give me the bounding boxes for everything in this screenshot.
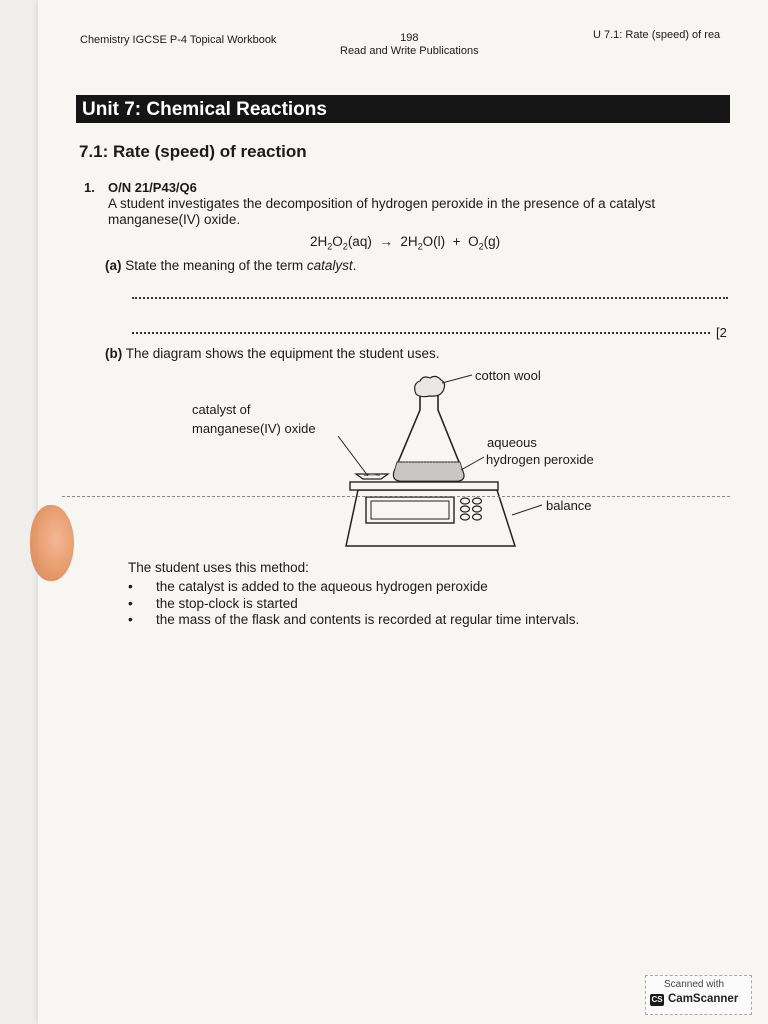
method-bullet: • the mass of the flask and contents is recorded at regular time intervals.: [128, 612, 580, 627]
watermark-text-1: Scanned with: [664, 979, 725, 990]
method-bullet: • the catalyst is added to the aqueous hydrogen peroxide: [128, 579, 488, 594]
watermark-text-2: CamScanner: [668, 993, 739, 1005]
publisher: Read and Write Publications: [340, 45, 479, 57]
cotton-wool: [415, 376, 445, 396]
part-a-label: (a): [105, 258, 122, 273]
label-catalyst-line-1: catalyst of: [192, 402, 251, 417]
method-bullet: • the stop-clock is started: [128, 596, 298, 611]
page-number: 198: [400, 32, 419, 44]
part-a-question: (a) State the meaning of the term catalyst.: [105, 258, 357, 273]
part-b-question: (b) The diagram shows the equipment the student uses.: [105, 346, 440, 361]
label-hydrogen-peroxide: hydrogen peroxide: [486, 452, 594, 467]
part-b-label: (b): [105, 346, 123, 361]
question-code: O/N 21/P43/Q6: [108, 180, 197, 195]
label-aqueous: aqueous: [487, 435, 537, 450]
section-title: 7.1: Rate (speed) of reaction: [79, 142, 307, 161]
camscanner-logo-icon: CS: [651, 995, 663, 1004]
method-intro: The student uses this method:: [128, 560, 309, 575]
label-balance: balance: [546, 498, 592, 513]
question-number: 1.: [84, 180, 95, 195]
header-topic: U 7.1: Rate (speed) of rea: [593, 29, 721, 41]
marks-indicator: [2: [716, 325, 727, 340]
label-catalyst-line-2: manganese(IV) oxide: [192, 421, 316, 436]
unit-title: Unit 7: Chemical Reactions: [82, 99, 327, 120]
hydrogen-peroxide-liquid: [394, 462, 464, 481]
balance-pan: [350, 482, 498, 490]
page-fold-line: [62, 496, 730, 497]
header-book-title: Chemistry IGCSE P-4 Topical Workbook: [80, 34, 277, 46]
question-text-line-1: A student investigates the decomposition of hydrogen peroxide in the presence of a catalyst: [108, 196, 656, 211]
chemical-equation: $2H_2O_2(aq) \to 2H_2O(l) + O_2(g)$: [310, 234, 501, 252]
question-text-line-2: manganese(IV) oxide.: [108, 212, 241, 227]
label-cotton-wool: cotton wool: [475, 368, 541, 383]
